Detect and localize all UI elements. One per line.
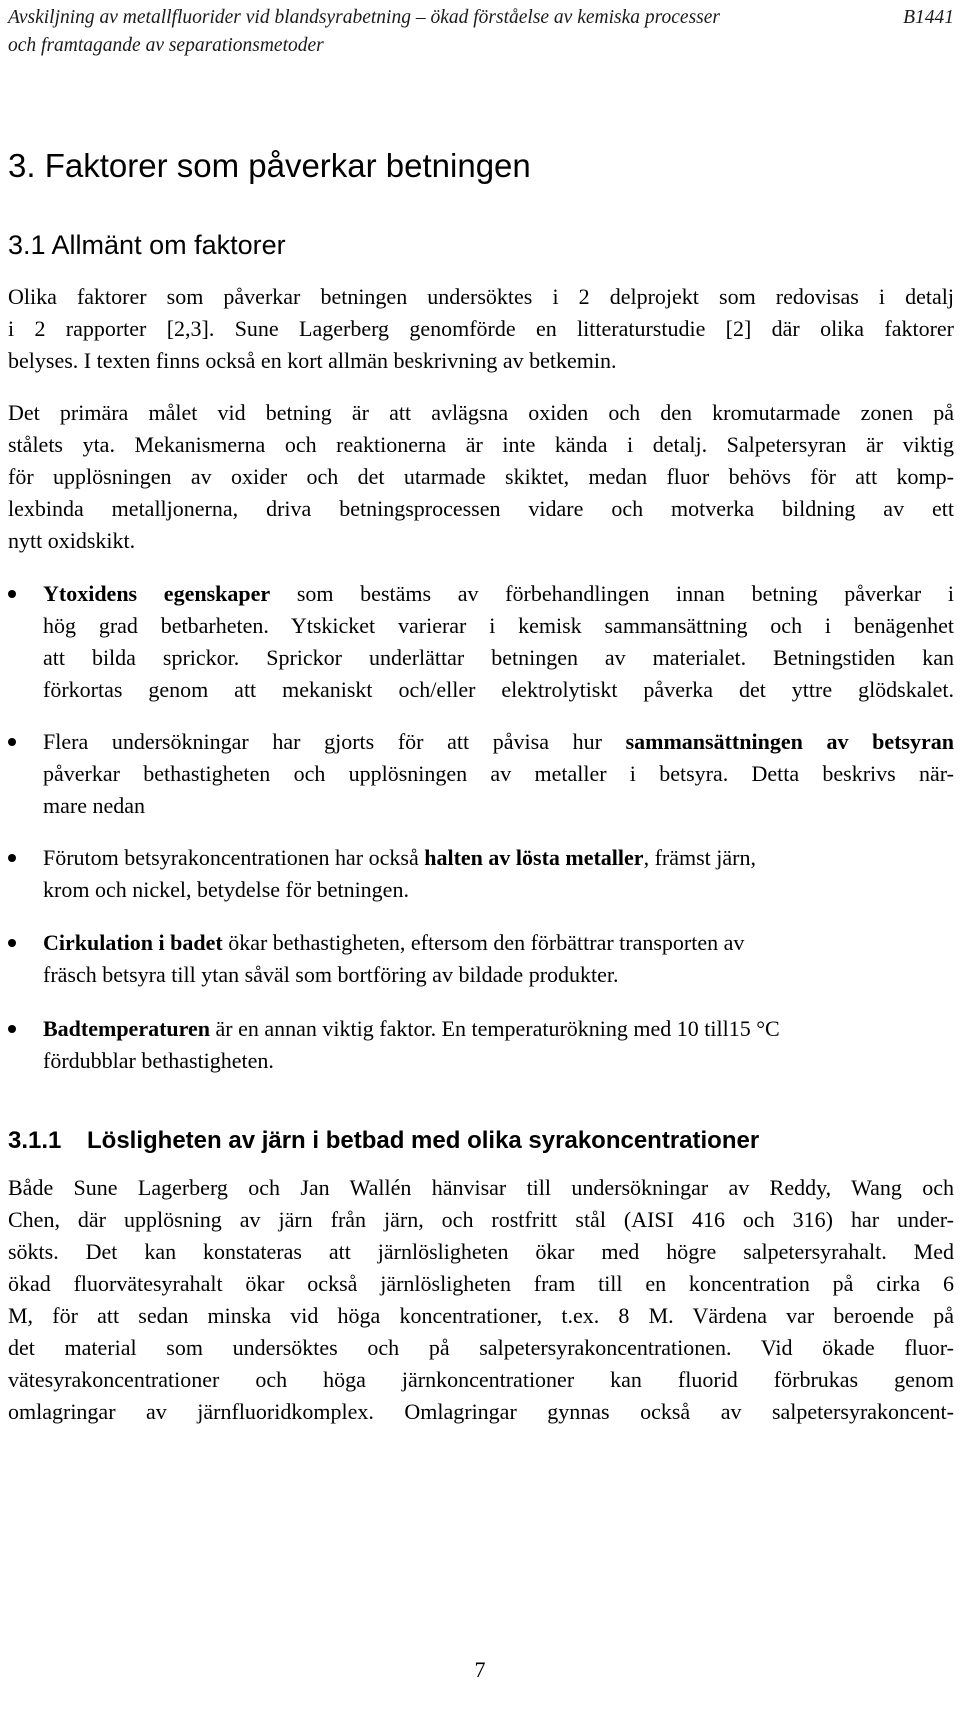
page-number: 7 (474, 1657, 486, 1682)
bullet-icon (8, 738, 16, 746)
bullet-body (43, 842, 954, 906)
text-run: Förutom betsyrakoncentrationen har också (43, 845, 425, 870)
text-line: omlagringar av järnfluoridkomplex. Omlagringar gynnas också av salpetersyrakoncent- (8, 1399, 954, 1424)
text-line: vätesyrakoncentrationer och höga järnkoncentrationer kan fluorid förbrukas genom (8, 1367, 954, 1392)
text-line: sökts. Det kan konstateras att järnlösligheten ökar med högre salpetersyrahalt. Med (8, 1239, 954, 1264)
text-line: hög grad betbarheten. Ytskicket varierar i kemisk sammansättning och i benägenhet (43, 613, 954, 638)
subsubsection-heading (8, 1126, 759, 1156)
purpose-paragraph (8, 397, 954, 557)
report-title-part-2: och framtagande av separationsmetoder (8, 35, 324, 56)
bold-term: Ytoxidens egenskaper (43, 581, 271, 606)
text-line: fräsch betsyra till ytan såväl som bortföring av bildade produkter. (43, 962, 619, 987)
bullet-body (43, 927, 954, 991)
text-line (43, 578, 954, 610)
text-line: det material som undersöktes och på salpetersyrakoncentrationen. Vid ökade fluor- (8, 1335, 954, 1360)
text-line: mare nedan (43, 793, 145, 818)
bullet-icon (8, 590, 16, 598)
text-run: ökar bethastigheten, eftersom den förbättrar transporten av (222, 930, 745, 955)
text-line: Olika faktorer som påverkar betningen undersöktes i 2 delprojekt som redovisas i detalj (8, 284, 954, 309)
bullet-icon (8, 854, 16, 862)
text-line (43, 927, 954, 959)
text-run: , främst järn, (643, 845, 756, 870)
text-line: stålets yta. Mekanismerna och reaktionerna är inte kända i detalj. Salpetersyran är viktig (8, 432, 954, 457)
text-line: nytt oxidskikt. (8, 528, 136, 553)
bold-term: Badtemperaturen (43, 1016, 211, 1041)
heading-number: 3.1.1 (8, 1127, 62, 1154)
text-line: förkortas genom att mekaniskt och/eller elektrolytiskt påverka det yttre glödskalet. (43, 677, 954, 702)
text-line: påverkar bethastigheten och upplösningen av metaller i betsyra. Detta beskrivs när- (43, 761, 954, 786)
running-header-line-2 (8, 32, 954, 60)
intro-paragraph (8, 281, 954, 377)
text-line: Det primära målet vid betning är att avlägsna oxiden och den kromutarmade zonen på (8, 400, 954, 425)
subsection-heading: 3.1 Allmänt om faktorer (8, 230, 286, 260)
bold-term: sammansättningen av betsyran (625, 729, 954, 754)
text-line: ökad fluorvätesyrahalt ökar också järnlösligheten fram till en koncentration på cirka 6 (8, 1271, 954, 1296)
text-line: krom och nickel, betydelse för betningen. (43, 877, 409, 902)
text-line: att bilda sprickor. Sprickor underlättar betningen av materialet. Betningstiden kan (43, 645, 954, 670)
text-line: lexbinda metalljonerna, driva betningsprocessen vidare och motverka bildning av ett (8, 496, 954, 521)
bullet-body (43, 726, 954, 822)
heading-title: Lösligheten av järn i betbad med olika syrakoncentrationer (87, 1127, 760, 1154)
bullet-icon (8, 1025, 16, 1033)
section-heading: 3. Faktorer som påverkar betningen (8, 147, 531, 184)
text-line: fördubblar bethastigheten. (43, 1048, 274, 1073)
text-line (43, 1013, 954, 1045)
report-title-part-1: Avskiljning av metallfluorider vid blandsyrabetning – ökad förståelse av kemiska processer (8, 7, 720, 28)
bullet-body (43, 578, 954, 706)
text-line (43, 726, 954, 758)
running-header (8, 4, 954, 60)
text-run: som bestäms av förbehandlingen innan betning påverkar i (270, 581, 954, 606)
text-line: Både Sune Lagerberg och Jan Wallén hänvisar till undersökningar av Reddy, Wang och (8, 1175, 954, 1200)
bullet-body (43, 1013, 954, 1077)
bullet-icon (8, 939, 16, 947)
solubility-paragraph (8, 1172, 954, 1428)
text-line: för upplösningen av oxider och det utarmade skiktet, medan fluor behövs för att komp- (8, 464, 954, 489)
text-line: belyses. I texten finns också en kort allmän beskrivning av betkemin. (8, 348, 617, 373)
text-run: är en annan viktig faktor. En temperaturökning med 10 till15 °C (210, 1016, 780, 1041)
text-line: M, för att sedan minska vid höga koncentrationer, t.ex. 8 M. Värdena var beroende på (8, 1303, 954, 1328)
report-code: B1441 (903, 7, 954, 28)
bold-term: Cirkulation i badet (43, 930, 223, 955)
text-line: i 2 rapporter [2,3]. Sune Lagerberg genomförde en litteraturstudie [2] där olika faktorer (8, 316, 954, 341)
running-header-line-1 (8, 4, 954, 32)
bold-term: halten av lösta metaller (424, 845, 644, 870)
text-line (43, 842, 954, 874)
text-run: Flera undersökningar har gjorts för att påvisa hur (43, 729, 626, 754)
text-line: Chen, där upplösning av järn från järn, och rostfritt stål (AISI 416 och 316) har under- (8, 1207, 954, 1232)
